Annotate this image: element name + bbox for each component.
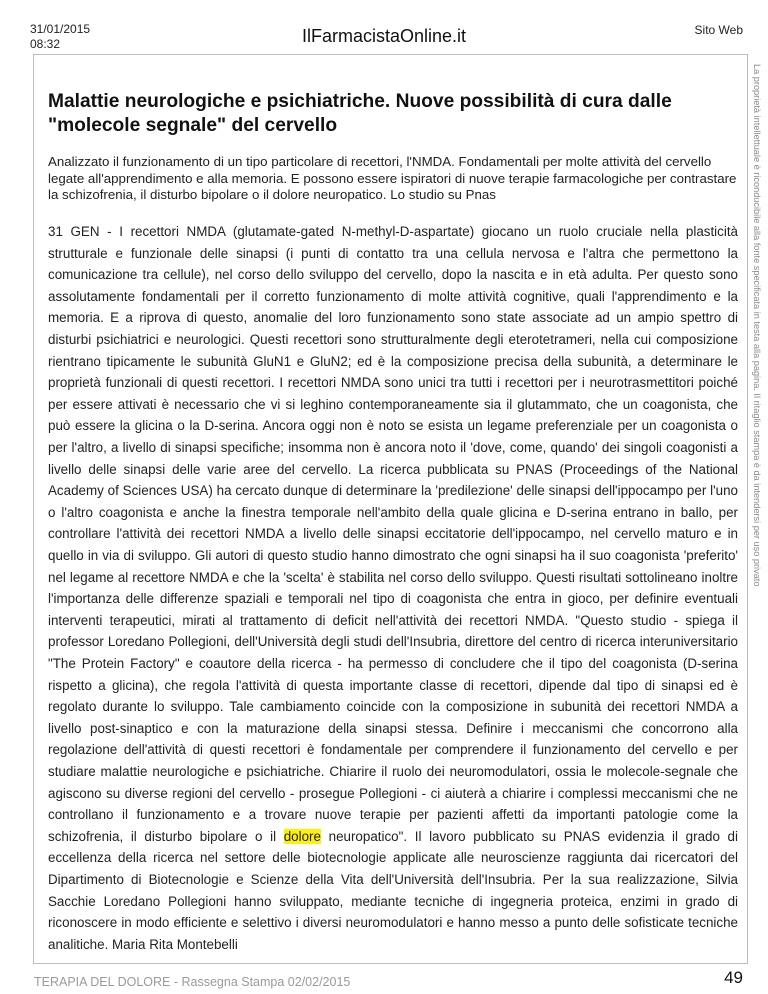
article-body-part-1: 31 GEN - I recettori NMDA (glutamate-gated N-methyl-D-aspartate) giocano un ruolo cruciale nella plasticità strutturale e funzionale delle sinapsi (i punti di contatto tra una cellula nervosa e l'altra che permettono la comunicazione tra cellule), nel corso dello sviluppo del cervello, dopo la nascita e in età adulta. Per questo sono assolutamente fondamentali per il corretto funzionamento di molte attività cognitive, quali l'apprendimento e la memoria. E a riprova di questo, anomalie del loro funzionamento sono state associate ad un ampio spettro di disturbi psichiatrici e neurologici. Questi recettori sono strutturalmente degli eterotetrameri, nella cui composizione rientrano tipicamente le subunità GluN1 e GluN2; ed è la composizione precisa della subunità, a determinare le proprietà funzionali di questi recettori. I recettori NMDA sono unici tra tutti i recettori per i neurotrasmettitori poiché per essere attivati è necessario che vi si leghino contemporaneamente sia il glutammato, che un coagonista, che può essere la glicina o la D-serina. Ancora oggi non è noto se esista un legame preferenziale per un coagonista o per l'altro, a livello di sinapsi specifiche; insomma non è ancora noto il 'dove, come, quando' dei singoli coagonisti a livello delle sinapsi delle varie aree del cervello. La ricerca pubblicata su PNAS (Proceedings of the National Academy of Sciences USA) ha cercato dunque di determinare la 'predilezione' delle sinapsi dell'ippocampo per l'uno o l'altro coagonista e anche la finestra temporale nell'ambito della quale glicina e D-serina entrano in ballo, per controllare l'attività dei recettori NMDA a livello delle sinapsi eccitatorie dell'ippocampo, nel cervello maturo e in quello in via di sviluppo. Gli autori di questo studio hanno dimostrato che ogni sinapsi ha il suo coagonista 'preferito' nel legame al recettore NMDA e che la 'scelta' è stabilita nel corso dello sviluppo. Questi risultati sottolineano inoltre l'importanza delle differenze spaziali e temporali nel tipo di coagonista che entra in gioco, per definire eventuali interventi terapeutici, mirati al trattamento di deficit nell'attività dei recettori NMDA. "Questo studio - spiega il professor Loredano Pollegioni, dell'Università degli studi dell'Insubria, direttore del centro di ricerca interuniversitario "The Protein Factory" e coautore della ricerca - ha permesso di concludere che il tipo del coagonista (D-serina rispetto a glicina), che regola l'attività di questa importante classe di recettori, dipende dal tipo di sinapsi ed è regolato durante lo sviluppo. Tale cambiamento coincide con la composizione in subunità dei recettori NMDA a livello post-sinaptico e con la maturazione della sinapsi stessa. Definire i meccanismi che concorrono alla regolazione dell'attività di questi recettori è fondamentale per comprendere il funzionamento del cervello e per studiare malattie neurologiche e psichiatriche. Chiarire il ruolo dei neuromodulatori, ossia le molecole-segnale che agiscono su diverse regioni del cervello - prosegue Pollegioni - ci aiuterà a chiarire i complessi meccanismi che ne controllano il funzionamento e a trovare nuove terapie per pazienti affetti da importanti patologie come la schizofrenia, il disturbo bipolare o il (48, 224, 738, 844)
source-type: Sito Web (694, 23, 743, 37)
article-body-part-2: neuropatico". Il lavoro pubblicato su PNAS evidenzia il grado di eccellenza della ricerca nel settore delle biotecnologie applicate alle neuroscienze raggiunta dai ricercatori del Dipartimento di Biotecnologie e Scienze della Vita dell'Università dell'Insubria. Per la sua realizzazione, Silvia Sacchie Loredano Pollegioni hanno sviluppato, mediante tecniche di ingegneria proteica, enzimi in grado di riconoscere in modo efficiente e selettivo i diversi neuromodulatori e hanno messo a punto delle sofisticate tecniche analitiche. Maria Rita Montebelli (48, 828, 738, 952)
clipping-date: 31/01/2015 (30, 22, 91, 36)
article-lede: Analizzato il funzionamento di un tipo particolare di recettori, l'NMDA. Fondamentali per molte attività del cervello legate all'apprendimento e alla memoria. E possono essere ispiratori di nuove terapie farmacologiche per contrastare la schizofrenia, il disturbo bipolare o il dolore neuropatico. Lo studio su Pnas (48, 154, 737, 203)
highlighted-keyword: dolore (283, 828, 321, 844)
copyright-side-note-text: La proprietà intellettuale è riconducibile alla fonte specificata in testa alla pagina. Il ritaglio stampa è da intendersi per uso privato (752, 64, 762, 587)
copyright-side-note (748, 64, 768, 944)
page-number: 49 (724, 968, 743, 987)
article (48, 90, 738, 955)
article-title: Malattie neurologiche e psichiatriche. Nuove possibilità di cura dalle "molecole segnale" del cervello (48, 91, 672, 136)
clipping-time: 08:32 (30, 37, 61, 51)
article-body (48, 221, 738, 955)
publication-name: IlFarmacistaOnline.it (301, 26, 467, 46)
footer-source: TERAPIA DEL DOLORE - Rassegna Stampa 02/02/2015 (34, 975, 351, 989)
